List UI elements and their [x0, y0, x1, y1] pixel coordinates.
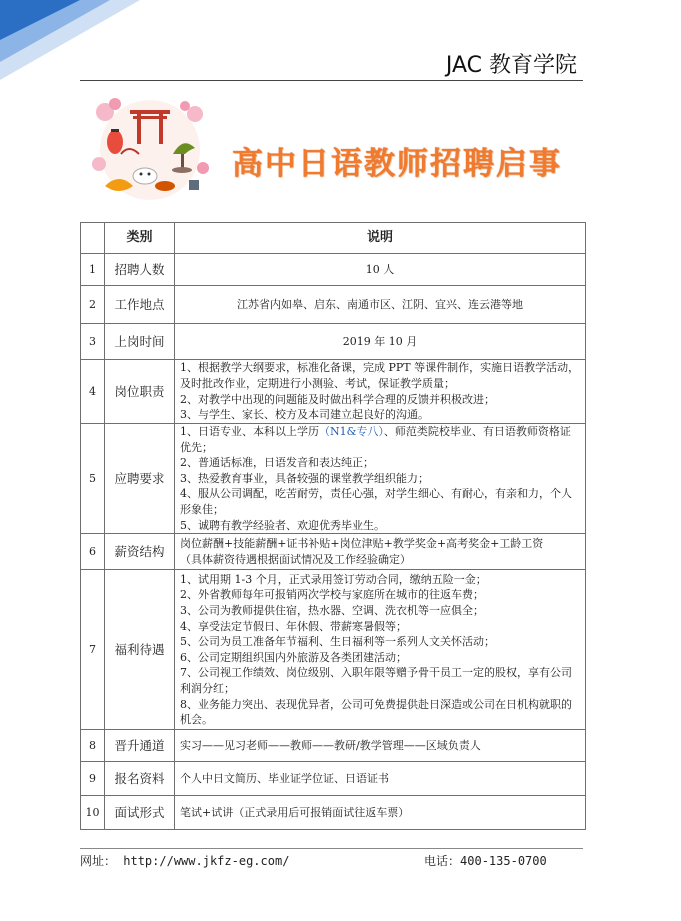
benefit-item: 3、公司为教师提供住宿，热水器、空调、洗衣机等一应俱全；: [180, 603, 484, 617]
requirement-item: [180, 424, 580, 455]
recruitment-table: [80, 222, 586, 830]
requirement-item: 5、诚聘有教学经验者、欢迎优秀毕业生。: [180, 518, 385, 532]
benefit-item: 5、公司为员工准备年节福利、生日福利等一系列人文关怀活动；: [180, 635, 495, 649]
row-number: 7: [81, 570, 105, 730]
corner-decoration-icon: [0, 0, 140, 80]
footer-website: [80, 852, 289, 869]
table-row: [81, 254, 586, 286]
footer-divider: [80, 848, 583, 849]
requirement-text: 、师范类院校毕业、有日语教师资格证优先；: [180, 425, 571, 454]
benefit-item: 6、公司定期组织国内外旅游及各类团建活动；: [180, 650, 407, 664]
requirement-text: 1、日语专业、本科以上学历: [180, 425, 319, 438]
row-category: 面试形式: [105, 796, 175, 830]
requirement-item: 2、普通话标准，日语发音和表达纯正；: [180, 456, 374, 470]
poster-title: 高中日语教师招聘启事: [232, 146, 562, 182]
row-text: 江苏省内如皋、启东、南通市区、江阴、宜兴、连云港等地: [175, 286, 586, 324]
header-description: 说明: [175, 223, 586, 254]
row-text: [175, 570, 586, 730]
table-header-row: [81, 223, 586, 254]
table-row: [81, 324, 586, 360]
row-text: 个人中日文简历、毕业证学位证、日语证书: [175, 762, 586, 796]
phone-number: 400-135-0700: [460, 854, 547, 868]
row-category: 福利待遇: [105, 570, 175, 730]
row-category: 应聘要求: [105, 424, 175, 534]
row-text: [175, 360, 586, 424]
row-category: 招聘人数: [105, 254, 175, 286]
row-number: 1: [81, 254, 105, 286]
row-number: 4: [81, 360, 105, 424]
row-category: 晋升通道: [105, 730, 175, 762]
row-category: 岗位职责: [105, 360, 175, 424]
benefit-item: 8、业务能力突出、表现优异者，公司可免费提供赴日深造或公司在日机构就职的机会。: [180, 697, 572, 727]
row-number: 3: [81, 324, 105, 360]
row-category: 上岗时间: [105, 324, 175, 360]
salary-item: （具体薪资待遇根据面试情况及工作经验确定）: [180, 552, 411, 566]
row-number: 2: [81, 286, 105, 324]
website-label: 网址：: [80, 854, 117, 868]
requirement-highlight: （N1&专八）: [319, 425, 384, 438]
table-row: [81, 762, 586, 796]
table-row: [81, 730, 586, 762]
row-category: 报名资料: [105, 762, 175, 796]
table-row: [81, 424, 586, 534]
benefit-item: 4、享受法定节假日、年休假、带薪寒暑假等；: [180, 619, 407, 633]
row-number: 6: [81, 534, 105, 570]
row-number: 5: [81, 424, 105, 534]
benefit-item: 1、试用期 1-3 个月，正式录用签订劳动合同，缴纳五险一金；: [180, 572, 487, 586]
duty-item: 3、与学生、家长、校方及本司建立起良好的沟通。: [180, 408, 429, 422]
duty-item: 2、对教学中出现的问题能及时做出科学合理的反馈并积极改进；: [180, 392, 495, 406]
requirement-item: 3、热爱教育事业，具备较强的课堂教学组织能力；: [180, 471, 429, 485]
footer-phone: [424, 852, 547, 869]
header-category: 类别: [105, 223, 175, 254]
table-row: [81, 286, 586, 324]
salary-item: 岗位薪酬+技能薪酬+证书补贴+岗位津贴+教学奖金+高考奖金+工龄工资: [180, 537, 544, 551]
requirement-item: 4、服从公司调配，吃苦耐劳，责任心强，对学生细心、有耐心，有亲和力，个人形象佳；: [180, 487, 572, 517]
benefit-item: 2、外省教师每年可报销两次学校与家庭所在城市的往返车费；: [180, 588, 484, 602]
website-link[interactable]: http://www.jkfz-eg.com/: [123, 854, 290, 868]
row-category: 薪资结构: [105, 534, 175, 570]
row-text: 2019 年 10 月: [175, 324, 586, 360]
table-row: [81, 534, 586, 570]
row-number: 9: [81, 762, 105, 796]
duty-item: 1、根据教学大纲要求，标准化备课，完成 PPT 等课件制作，实施日语教学活动，及时批改作业，定期进行小测验、考试，保证教学质量；: [180, 361, 580, 390]
row-category: 工作地点: [105, 286, 175, 324]
table-row: [81, 796, 586, 830]
benefit-item: 7、公司视工作绩效、岗位级别、入职年限等赠予骨干员工一定的股权，享有公司利润分红；: [180, 666, 572, 695]
row-text: 笔试+试讲（正式录用后可报销面试往返车票）: [175, 796, 586, 830]
header-divider: [80, 80, 583, 81]
japan-culture-illustration-icon: [85, 94, 215, 206]
phone-label: 电话：: [424, 854, 461, 868]
row-number: 10: [81, 796, 105, 830]
table-row: [81, 360, 586, 424]
row-number: 8: [81, 730, 105, 762]
row-text: 实习——见习老师——教师——教研/教学管理——区域负责人: [175, 730, 586, 762]
header-num: [81, 223, 105, 254]
row-text: 10 人: [175, 254, 586, 286]
header-title: JAC 教育学院: [445, 53, 577, 78]
row-text: [175, 424, 586, 534]
row-text: [175, 534, 586, 570]
table-row: [81, 570, 586, 730]
